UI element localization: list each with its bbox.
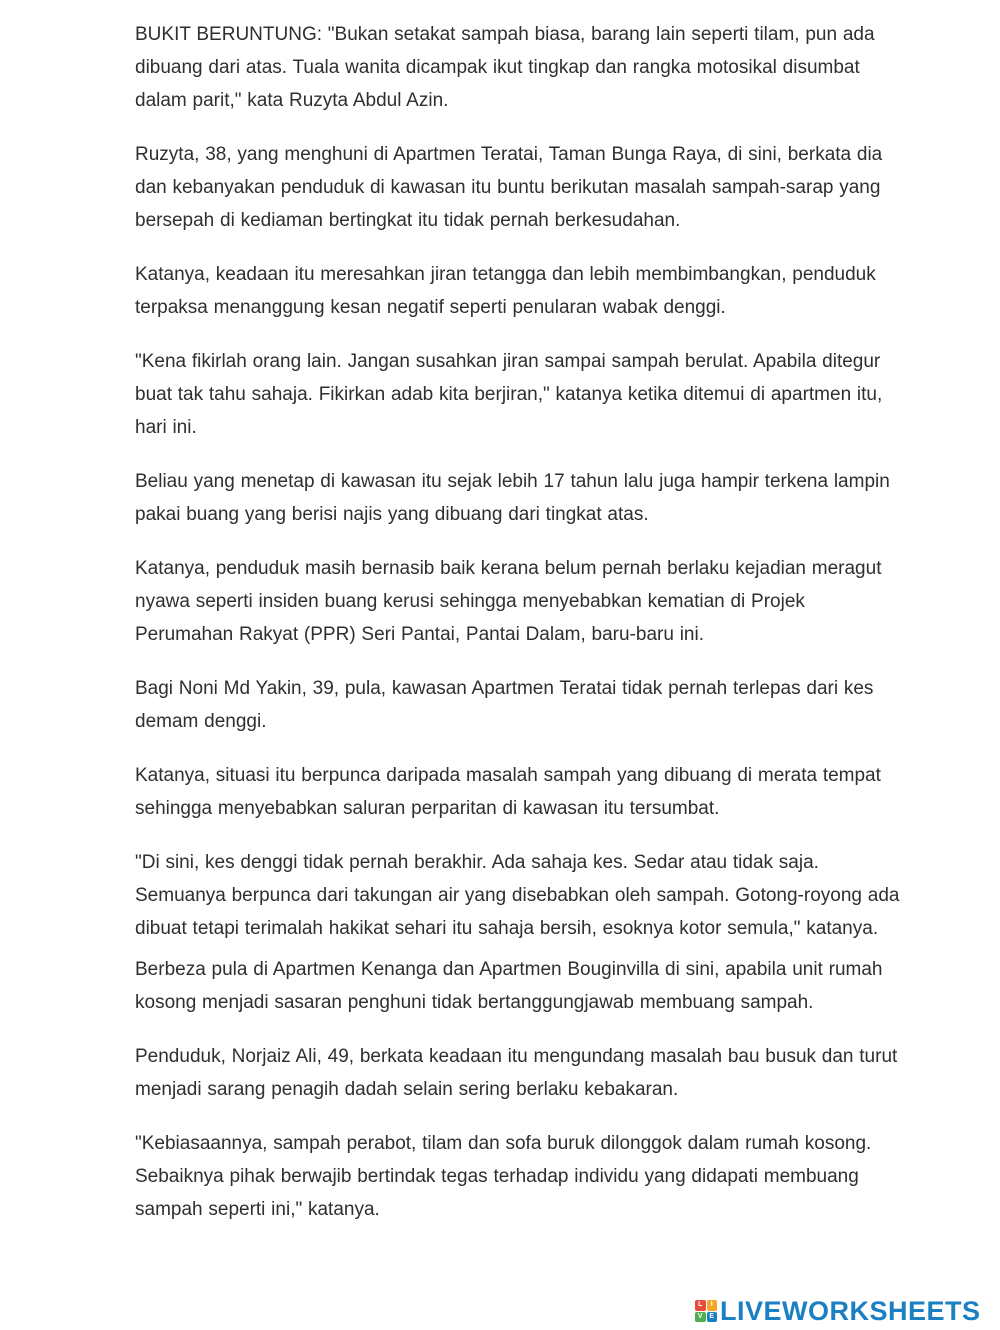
article-paragraph: Bagi Noni Md Yakin, 39, pula, kawasan Apartmen Teratai tidak pernah terlepas dari kes demam denggi. — [135, 678, 874, 732]
article-body — [135, 18, 900, 1226]
logo-tile: I — [707, 1300, 718, 1311]
article-paragraph: "Kena fikirlah orang lain. Jangan susahkan jiran sampai sampah berulat. Apabila ditegur buat tak tahu sahaja. Fikirkan adab kita berjiran," katanya ketika ditemui di apartmen itu, hari ini. — [135, 351, 883, 438]
liveworksheets-logo-icon — [695, 1300, 717, 1322]
article-paragraph: "Di sini, kes denggi tidak pernah berakhir. Ada sahaja kes. Sedar atau tidak saja. Semuanya berpunca dari takungan air yang disebabkan oleh sampah. Gotong-royong ada dibuat tetapi terimalah hakikat sehari itu sahaja bersih, esoknya kotor semula," katanya. — [135, 852, 900, 939]
watermark-text: LIVEWORKSHEETS — [720, 1295, 981, 1326]
logo-tile: E — [707, 1312, 718, 1323]
article-paragraph: Penduduk, Norjaiz Ali, 49, berkata keadaan itu mengundang masalah bau busuk dan turut menjadi sarang penagih dadah selain sering berlaku kebakaran. — [135, 1046, 898, 1100]
article-paragraph: Beliau yang menetap di kawasan itu sejak lebih 17 tahun lalu juga hampir terkena lampin pakai buang yang berisi najis yang dibuang dari tingkat atas. — [135, 471, 890, 525]
article-paragraph: BUKIT BERUNTUNG: "Bukan setakat sampah biasa, barang lain seperti tilam, pun ada dibuang dari atas. Tuala wanita dicampak ikut tingkap dan rangka motosikal disumbat dalam parit," kata Ruzyta Abdul Azin. — [135, 24, 875, 111]
article-paragraph: Katanya, penduduk masih bernasib baik kerana belum pernah berlaku kejadian meragut nyawa seperti insiden buang kerusi sehingga menyebabkan kematian di Projek Perumahan Rakyat (PPR) Seri Pantai, Pantai Dalam, baru-baru ini. — [135, 558, 882, 645]
article-paragraph: Ruzyta, 38, yang menghuni di Apartmen Teratai, Taman Bunga Raya, di sini, berkata dia dan kebanyakan penduduk di kawasan itu buntu berikutan masalah sampah-sarap yang bersepah di kediaman bertingkat itu tidak pernah berkesudahan. — [135, 144, 883, 231]
logo-tile: L — [695, 1300, 706, 1311]
article-paragraph: Katanya, situasi itu berpunca daripada masalah sampah yang dibuang di merata tempat sehingga menyebabkan saluran perparitan di kawasan itu tersumbat. — [135, 765, 881, 819]
article-paragraph: Katanya, keadaan itu meresahkan jiran tetangga dan lebih membimbangkan, penduduk terpaksa menanggung kesan negatif seperti penularan wabak denggi. — [135, 264, 876, 318]
logo-tile: V — [695, 1312, 706, 1323]
liveworksheets-watermark — [695, 1296, 981, 1326]
article-paragraph: "Kebiasaannya, sampah perabot, tilam dan sofa buruk dilonggok dalam rumah kosong. Sebaiknya pihak berwajib bertindak tegas terhadap individu yang didapati membuang sampah seperti ini," katanya. — [135, 1133, 872, 1220]
article-paragraph: Berbeza pula di Apartmen Kenanga dan Apartmen Bouginvilla di sini, apabila unit rumah kosong menjadi sasaran penghuni tidak bertanggungjawab membuang sampah. — [135, 959, 883, 1013]
